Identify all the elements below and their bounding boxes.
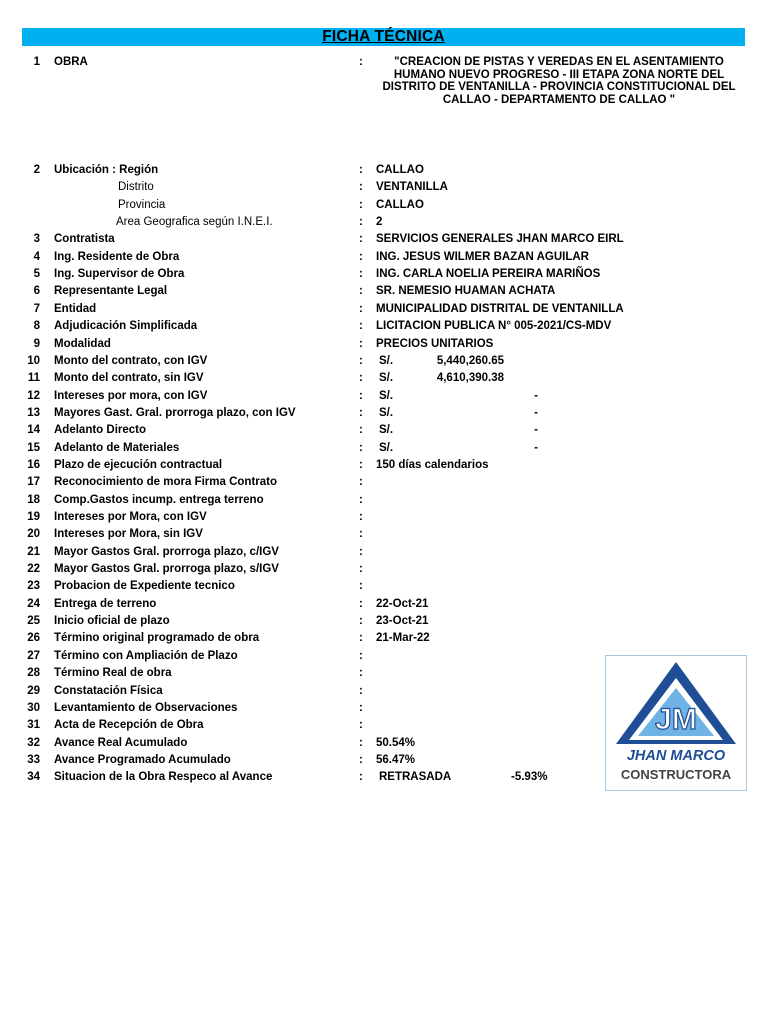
delta-value: -5.93% xyxy=(511,771,548,784)
item-value: 56.47% xyxy=(376,753,416,766)
item-label: Comp.Gastos incump. entrega terreno xyxy=(54,493,264,506)
table-row xyxy=(0,442,768,459)
item-number: 20 xyxy=(27,528,40,541)
obra-description: "CREACION DE PISTAS Y VEREDAS EN EL ASENTAMIENTO HUMANO NUEVO PROGRESO - III ETAPA ZONA NORTE DEL DISTRITO DE VENTANILLA - PROVINCIA CONSTITUCIONAL DEL CALLAO - DEPARTAMENTO DE CALLAO " xyxy=(382,56,736,106)
separator: : xyxy=(359,580,363,593)
separator: : xyxy=(359,684,363,697)
logo-subtitle: CONSTRUCTORA xyxy=(620,767,732,782)
item-number: 26 xyxy=(27,632,40,645)
item-value: ING. CARLA NOELIA PEREIRA MARIÑOS xyxy=(376,268,601,281)
item-value: 2 xyxy=(376,216,383,229)
currency-symbol: S/. xyxy=(379,372,394,385)
separator: : xyxy=(359,389,363,402)
currency-symbol: S/. xyxy=(379,441,394,454)
item-number: 24 xyxy=(27,597,40,610)
item-number: 12 xyxy=(27,389,40,402)
separator: : xyxy=(359,354,363,367)
separator: : xyxy=(359,320,363,333)
table-row xyxy=(0,598,768,615)
item-number: 11 xyxy=(27,372,40,385)
item-number: 22 xyxy=(27,563,40,576)
currency-symbol: S/. xyxy=(379,406,394,419)
table-row xyxy=(0,459,768,476)
item-label: Entrega de terreno xyxy=(54,597,157,610)
table-row xyxy=(0,494,768,511)
separator: : xyxy=(359,701,363,714)
separator: : xyxy=(359,233,363,246)
item-label: Reconocimiento de mora Firma Contrato xyxy=(54,476,278,489)
item-number: 5 xyxy=(33,268,40,281)
item-number: 9 xyxy=(33,337,40,350)
separator: : xyxy=(359,719,363,732)
page-title: FICHA TÉCNICA xyxy=(322,28,445,45)
item-number: 29 xyxy=(27,684,40,697)
table-row xyxy=(0,615,768,632)
currency-symbol: S/. xyxy=(379,424,394,437)
separator: : xyxy=(359,337,363,350)
item-value: 150 días calendarios xyxy=(376,458,489,471)
item-label: Contratista xyxy=(54,233,115,246)
item-label: Avance Programado Acumulado xyxy=(54,753,231,766)
item-number: 13 xyxy=(27,406,40,419)
item-value: SR. NEMESIO HUAMAN ACHATA xyxy=(376,285,556,298)
separator: : xyxy=(359,511,363,523)
item-label: Monto del contrato, sin IGV xyxy=(54,372,204,385)
item-number: 8 xyxy=(33,320,40,333)
separator: : xyxy=(359,667,363,680)
table-row xyxy=(0,563,768,580)
item-label: Constatación Física xyxy=(54,684,163,697)
item-label: Mayores Gast. Gral. prorroga plazo, con IGV xyxy=(54,406,296,419)
separator: : xyxy=(359,771,363,784)
item-number: 15 xyxy=(27,441,40,454)
table-row xyxy=(0,546,768,563)
item-number: 1 xyxy=(33,56,40,68)
amount-value: - xyxy=(534,406,538,419)
item-value: VENTANILLA xyxy=(376,181,448,194)
item-number: 34 xyxy=(27,771,40,784)
item-value: PRECIOS UNITARIOS xyxy=(376,337,494,350)
separator: : xyxy=(359,406,363,419)
item-label: Area Geografica según I.N.E.I. xyxy=(116,216,273,229)
item-value: SERVICIOS GENERALES JHAN MARCO EIRL xyxy=(376,233,624,246)
item-label: Levantamiento de Observaciones xyxy=(54,701,238,714)
title-bar xyxy=(22,28,745,46)
currency-symbol: S/. xyxy=(379,354,394,367)
separator: : xyxy=(359,649,363,662)
item-number: 4 xyxy=(33,250,40,263)
separator: : xyxy=(359,615,363,628)
item-number: 21 xyxy=(27,545,40,558)
amount-value: - xyxy=(534,441,538,454)
item-label: OBRA xyxy=(54,56,88,68)
item-value: 22-Oct-21 xyxy=(376,597,429,610)
item-value: MUNICIPALIDAD DISTRITAL DE VENTANILLA xyxy=(376,302,624,315)
item-number: 2 xyxy=(33,164,40,176)
table-row xyxy=(0,580,768,597)
item-label: Ing. Supervisor de Obra xyxy=(54,268,185,281)
amount-value: - xyxy=(534,424,538,437)
item-label: Adelanto Directo xyxy=(54,424,147,437)
item-value: LICITACION PUBLICA N° 005-2021/CS-MDV xyxy=(376,320,612,333)
item-number: 33 xyxy=(27,753,40,766)
table-row xyxy=(0,390,768,407)
item-number: 14 xyxy=(27,424,40,437)
table-row xyxy=(0,268,768,285)
separator: : xyxy=(359,285,363,298)
table-row xyxy=(0,216,768,233)
item-value: ING. JESUS WILMER BAZAN AGUILAR xyxy=(376,250,589,263)
table-row xyxy=(0,476,768,493)
table-row xyxy=(0,181,768,198)
item-number: 10 xyxy=(27,354,40,367)
separator: : xyxy=(359,632,363,645)
item-number: 23 xyxy=(27,580,40,593)
currency-symbol: S/. xyxy=(379,389,394,402)
status-badge: RETRASADA xyxy=(379,771,452,784)
item-label: Situacion de la Obra Respeco al Avance xyxy=(54,771,273,784)
table-row xyxy=(0,233,768,250)
table-row xyxy=(0,164,768,181)
item-number: 25 xyxy=(27,615,40,628)
separator: : xyxy=(359,563,363,576)
item-number: 18 xyxy=(27,493,40,506)
item-label: Mayor Gastos Gral. prorroga plazo, c/IGV xyxy=(54,545,279,558)
amount-value: 5,440,260.65 xyxy=(436,354,504,367)
item-label: Intereses por Mora, sin IGV xyxy=(54,528,203,541)
table-row xyxy=(0,424,768,441)
separator: : xyxy=(359,164,363,176)
item-number: 28 xyxy=(27,667,40,680)
separator: : xyxy=(359,268,363,281)
logo-name: JHAN MARCO xyxy=(626,748,726,764)
table-row xyxy=(0,338,768,355)
table-row xyxy=(0,320,768,337)
item-label: Término con Ampliación de Plazo xyxy=(54,649,238,662)
item-label: Término original programado de obra xyxy=(54,632,260,645)
item-label: Intereses por mora, con IGV xyxy=(54,389,208,402)
item-number: 27 xyxy=(27,649,40,662)
separator: : xyxy=(359,597,363,610)
item-number: 3 xyxy=(33,233,40,246)
item-label: Modalidad xyxy=(54,337,111,350)
item-label: Inicio oficial de plazo xyxy=(54,615,170,628)
item-label: Adjudicación Simplificada xyxy=(54,320,198,333)
company-logo xyxy=(605,655,747,791)
item-label: Acta de Recepción de Obra xyxy=(54,719,204,732)
item-label: Distrito xyxy=(118,181,154,194)
table-row xyxy=(0,407,768,424)
logo-emblem-icon xyxy=(606,656,746,748)
table-row xyxy=(0,355,768,372)
item-label: Término Real de obra xyxy=(54,667,172,680)
separator: : xyxy=(359,372,363,385)
separator: : xyxy=(359,216,363,229)
table-row xyxy=(0,303,768,320)
item-number: 32 xyxy=(27,736,40,749)
item-label: Avance Real Acumulado xyxy=(54,736,188,749)
table-row xyxy=(0,632,768,649)
item-number: 30 xyxy=(27,701,40,714)
item-value: CALLAO xyxy=(376,198,424,211)
item-label: Entidad xyxy=(54,302,97,315)
item-label: Representante Legal xyxy=(54,285,168,298)
item-value: 21-Mar-22 xyxy=(376,632,430,645)
item-label: Monto del contrato, con IGV xyxy=(54,354,208,367)
separator: : xyxy=(359,198,363,211)
item-label: Ubicación : Región xyxy=(54,164,159,176)
separator: : xyxy=(359,736,363,749)
separator: : xyxy=(359,56,363,68)
item-label: Adelanto de Materiales xyxy=(54,441,180,454)
amount-value: 4,610,390.38 xyxy=(436,372,504,385)
item-number: 7 xyxy=(33,302,40,315)
separator: : xyxy=(359,424,363,437)
amount-value: - xyxy=(534,389,538,402)
separator: : xyxy=(359,545,363,558)
item-label: Ing. Residente de Obra xyxy=(54,250,180,263)
item-value: 23-Oct-21 xyxy=(376,615,429,628)
separator: : xyxy=(359,493,363,506)
separator: : xyxy=(359,753,363,766)
item-number: 16 xyxy=(27,458,40,471)
item-label: Mayor Gastos Gral. prorroga plazo, s/IGV xyxy=(54,563,279,576)
separator: : xyxy=(359,528,363,541)
item-value: CALLAO xyxy=(376,164,424,176)
table-row xyxy=(0,199,768,216)
item-number: 31 xyxy=(27,719,40,732)
item-number: 6 xyxy=(33,285,40,298)
separator: : xyxy=(359,476,363,489)
separator: : xyxy=(359,441,363,454)
table-row xyxy=(0,372,768,389)
item-label: Provincia xyxy=(118,198,166,211)
table-row xyxy=(0,251,768,268)
separator: : xyxy=(359,181,363,194)
separator: : xyxy=(359,302,363,315)
separator: : xyxy=(359,458,363,471)
item-number: 17 xyxy=(27,476,40,489)
item-value: 50.54% xyxy=(376,736,416,749)
item-label: Intereses por Mora, con IGV xyxy=(54,511,207,523)
item-number: 19 xyxy=(27,511,40,523)
table-row xyxy=(0,528,768,545)
table-row xyxy=(0,285,768,302)
table-row xyxy=(0,511,768,528)
item-label: Plazo de ejecución contractual xyxy=(54,458,223,471)
separator: : xyxy=(359,250,363,263)
logo-monogram: JM xyxy=(655,703,697,736)
item-label: Probacion de Expediente tecnico xyxy=(54,580,235,593)
